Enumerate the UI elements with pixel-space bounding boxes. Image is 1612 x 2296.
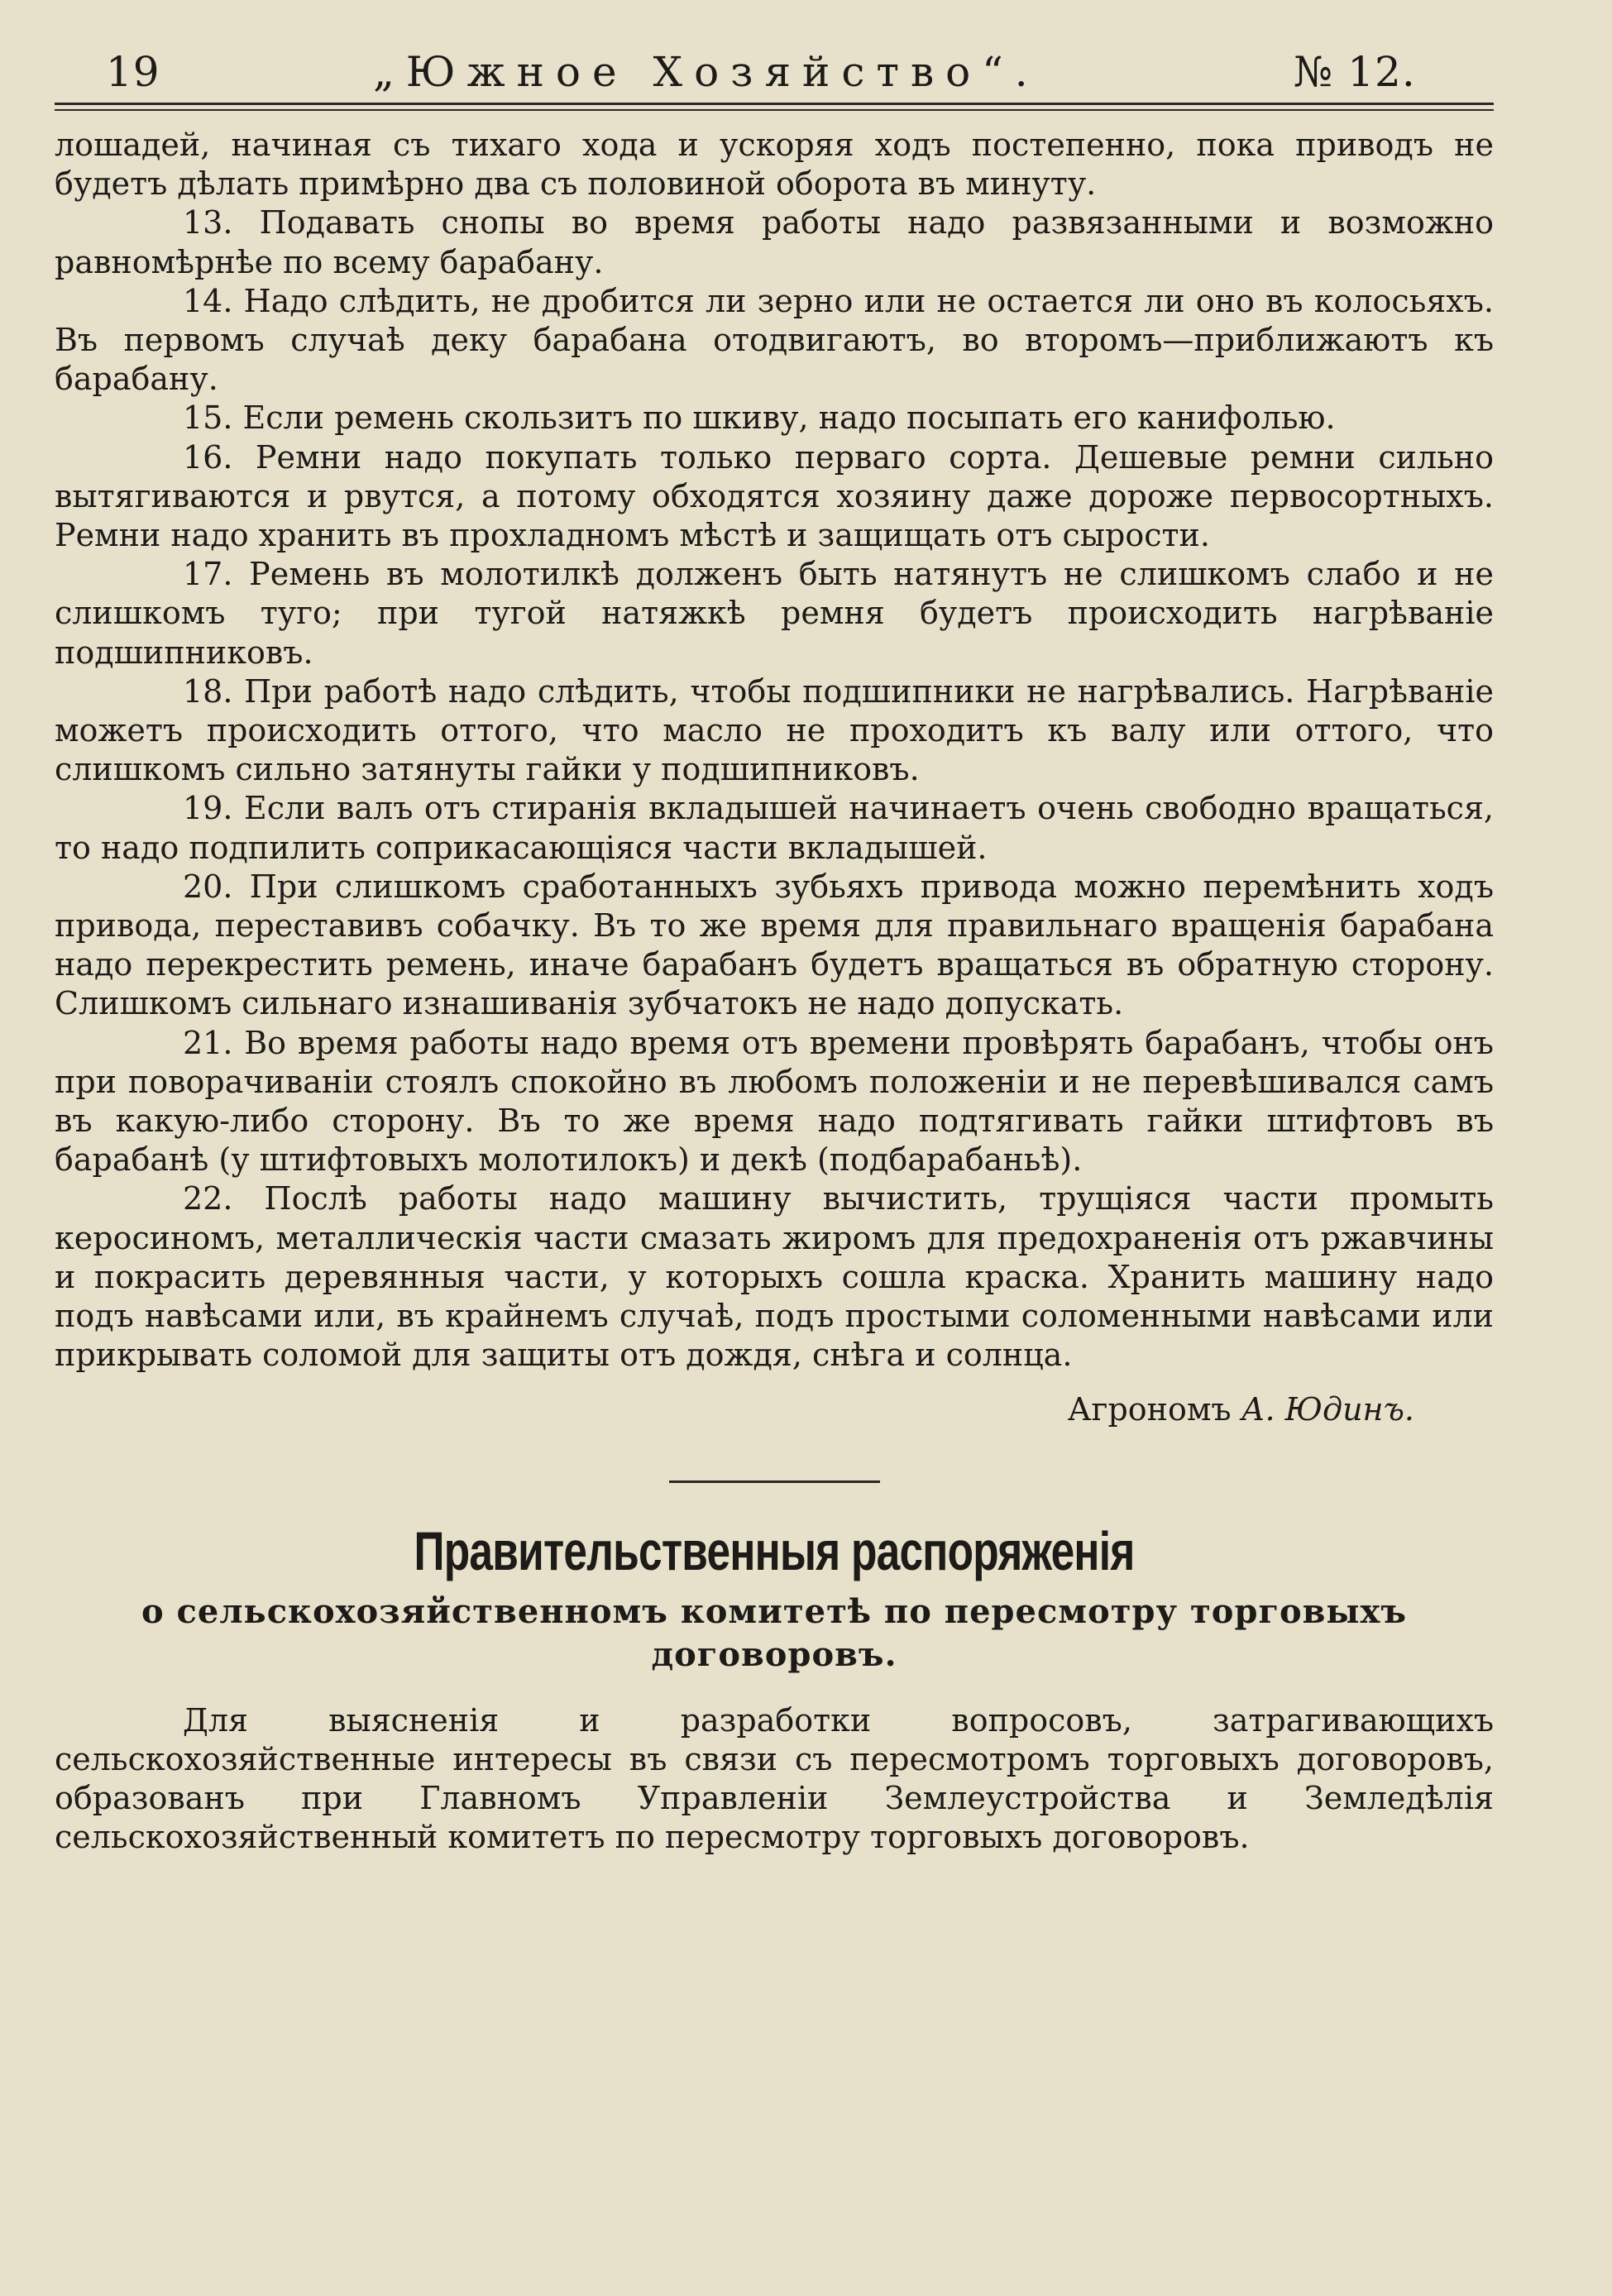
signature-role: Агрономъ: [1067, 1390, 1232, 1428]
author-signature: [55, 1390, 1494, 1429]
issue-number: № 12.: [1294, 48, 1416, 96]
paragraph-18: 18. При работѣ надо слѣдить, чтобы подшипники не нагрѣвались. Нагрѣваніе можетъ происходить оттого, что масло не проходитъ къ валу или оттого, что слишкомъ сильно затянуты гайки у подшипниковъ.: [55, 672, 1494, 788]
section-divider: [669, 1480, 880, 1483]
page-number: 19: [106, 48, 160, 96]
section-body: [55, 1701, 1494, 1858]
journal-title: „Южное Хозяйство“.: [373, 48, 1040, 96]
paragraph-14: 14. Надо слѣдить, не дробится ли зерно или не остается ли оно въ колосьяхъ. Въ первомъ случаѣ деку барабана отодвигаютъ, во второмъ—приближаютъ къ барабану.: [55, 282, 1494, 398]
header-rule-thin: [55, 109, 1494, 111]
running-header: [55, 43, 1494, 96]
article-body: [55, 126, 1494, 1375]
paragraph-21: 21. Во время работы надо время отъ времени провѣрять барабанъ, чтобы онъ при поворачиваніи стоялъ спокойно въ любомъ положеніи и не перевѣшивался самъ въ какую-либо сторону. Въ то же время надо подтягивать гайки штифтовъ въ барабанѣ (у штифтовыхъ молотилокъ) и декѣ (подбарабаньѣ).: [55, 1024, 1494, 1179]
paragraph-continued: лошадей, начиная съ тихаго хода и ускоряя ходъ постепенно, пока приводъ не будетъ дѣлать примѣрно два съ половиной оборота въ минуту.: [55, 127, 1494, 203]
journal-page: [55, 43, 1494, 1858]
section-paragraph: Для выясненія и разработки вопросовъ, затрагивающихъ сельскохозяйственные интересы въ связи съ пересмотромъ торговыхъ договоровъ, образованъ при Главномъ Управленіи Землеустройства и Земледѣлія сельскохозяйственный комитетъ по пересмотру торговыхъ договоровъ.: [55, 1701, 1494, 1856]
signature-name: А. Юдинъ.: [1241, 1390, 1414, 1428]
paragraph-15: 15. Если ремень скользитъ по шкиву, надо посыпать его канифолью.: [183, 399, 1336, 437]
paragraph-20: 20. При слишкомъ сработанныхъ зубьяхъ привода можно перемѣнить ходъ привода, переставивъ собачку. Въ то же время для правильнаго вращенія барабана надо перекрестить ремень, иначе барабанъ будетъ вращаться въ обратную сторону. Слишкомъ сильнаго изнашиванія зубчатокъ не надо допускать.: [55, 868, 1494, 1022]
paragraph-17: 17. Ремень въ молотилкѣ долженъ быть натянутъ не слишкомъ слабо и не слишкомъ туго; при тугой натяжкѣ ремня будетъ происходить нагрѣваніе подшипниковъ.: [55, 556, 1494, 671]
header-rule: [55, 103, 1494, 105]
paragraph-16: 16. Ремни надо покупать только перваго сорта. Дешевые ремни сильно вытягиваются и рвутся, а потому обходятся хозяину даже дороже первосортныхъ. Ремни надо хранить въ прохладномъ мѣстѣ и защищать отъ сырости.: [55, 438, 1494, 554]
section-title: Правительственныя распоряженія: [414, 1519, 1135, 1581]
section-subtitle: о сельскохозяйственномъ комитетѣ по пересмотру торговыхъ договоровъ.: [141, 1591, 1408, 1674]
paragraph-13: 13. Подавать снопы во время работы надо развязанными и возможно равномѣрнѣе по всему барабану.: [55, 204, 1494, 280]
paragraph-19: 19. Если валъ отъ стиранія вкладышей начинаетъ очень свободно вращаться, то надо подпилить соприкасающіяся части вкладышей.: [55, 790, 1494, 866]
paragraph-22: 22. Послѣ работы надо машину вычистить, трущіяся части промыть керосиномъ, металлическія части смазать жиромъ для предохраненія отъ ржавчины и покрасить деревянныя части, у которыхъ сошла краска. Хранить машину надо подъ навѣсами или, въ крайнемъ случаѣ, подъ простыми соломенными навѣсами или прикрывать соломой для защиты отъ дождя, снѣга и солнца.: [55, 1180, 1494, 1374]
